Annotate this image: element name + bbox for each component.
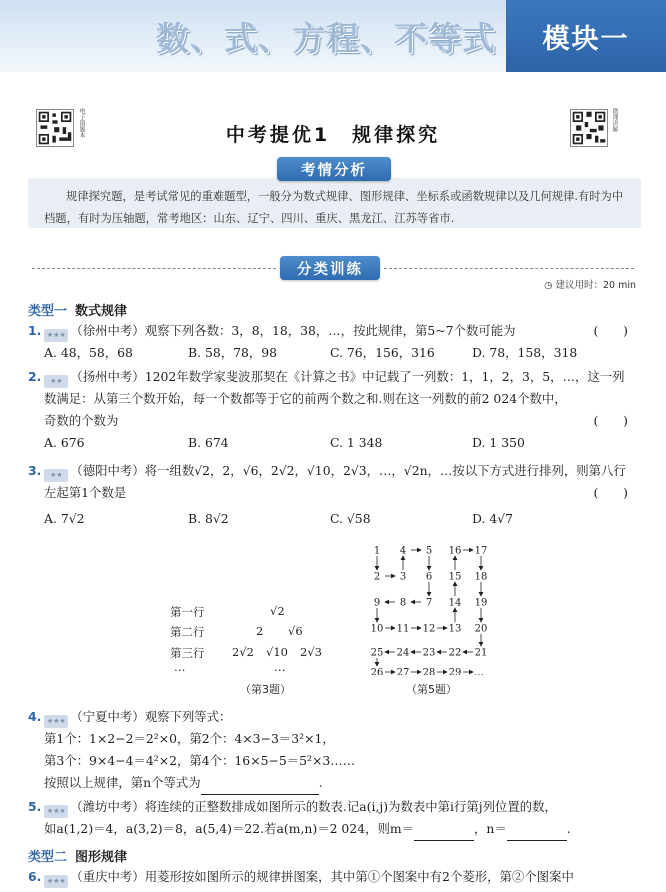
question-5 <box>28 796 648 841</box>
ellipsis: … <box>274 660 286 674</box>
table-number: 18 <box>474 571 488 583</box>
figure-q3 <box>170 600 370 680</box>
option-d[interactable]: D. 1 350 <box>472 435 525 450</box>
section-tag: 类型二 <box>28 850 68 865</box>
question-source: （德阳中考） <box>70 463 145 478</box>
question-number: 2. <box>28 369 42 384</box>
figure-number: √6 <box>288 624 303 638</box>
question-2 <box>28 366 648 454</box>
question-text: 观察下列等式： <box>144 709 232 724</box>
option-b[interactable]: B. 674 <box>188 435 229 450</box>
table-number: 25 <box>370 647 384 659</box>
question-text: 奇数的个数为 <box>44 413 119 428</box>
difficulty-badge: ★★★ <box>44 329 68 342</box>
figure-number: 2√2 <box>232 645 254 659</box>
answer-blank-n[interactable] <box>507 818 567 841</box>
table-number: 17 <box>474 545 488 557</box>
figure-caption: （第3题） <box>240 683 291 696</box>
answer-blank-m[interactable] <box>414 818 474 841</box>
question-text: 将一组数√2，2，√6，2√2，√10，2√3，…，√2n，…按以下方式进行排列，则第八行 <box>144 463 626 478</box>
difficulty-badge: ★★★ <box>44 715 68 728</box>
ellipsis: … <box>474 667 484 675</box>
question-source: （重庆中考） <box>70 869 145 884</box>
question-number: 6. <box>28 869 42 884</box>
figure-number: 2√3 <box>300 645 322 659</box>
time-note-text: 建议用时：20 min <box>555 280 636 291</box>
table-number: 24 <box>396 647 410 659</box>
table-number: 16 <box>448 545 462 557</box>
section-name: 数式规律 <box>75 304 128 319</box>
question-text: 数满足：从第三个数开始，每一个数都等于它的前两个数之和.则在这一列数的前2 024个数中， <box>44 391 567 406</box>
question-number: 3. <box>28 463 42 478</box>
question-text: 左起第1个数是 <box>44 485 127 500</box>
table-number: 14 <box>448 597 462 609</box>
table-number: 21 <box>474 647 488 659</box>
options <box>28 508 648 530</box>
question-source: （潍坊中考） <box>70 799 145 814</box>
table-number: 22 <box>448 647 462 659</box>
section-heading-2 <box>28 846 127 865</box>
row-label: 第一行 <box>170 605 205 619</box>
option-b[interactable]: B. 58，78，98 <box>188 345 278 360</box>
divider <box>32 268 276 269</box>
table-number: 6 <box>425 571 433 583</box>
answer-blank[interactable] <box>201 772 319 795</box>
option-a[interactable]: A. 48，58，68 <box>44 345 133 360</box>
table-number: 5 <box>425 545 433 557</box>
table-number: 28 <box>422 667 436 675</box>
ellipsis: … <box>174 660 186 674</box>
qr-left-label: 电子错题本 <box>78 108 85 138</box>
question-1 <box>28 320 648 364</box>
table-number: 29 <box>448 667 462 675</box>
figure-number: √2 <box>270 604 285 618</box>
training-heading: 分类训练 <box>280 256 380 280</box>
question-text: 1202年数学家斐波那契在《计算之书》中记载了一列数：1，1，2，3，5，…，这一列 <box>144 369 625 384</box>
clock-icon: ◷ <box>544 280 556 291</box>
table-number: 2 <box>373 571 381 583</box>
equation-line: 第1个：1×2−2＝2²×0，第2个：4×3−3＝3²×1， <box>44 731 335 746</box>
question-6 <box>28 866 648 888</box>
section-tag: 类型一 <box>28 304 68 319</box>
question-text: 按照以上规律，第n个等式为 <box>44 775 201 790</box>
figure-number: 2 <box>256 624 264 638</box>
difficulty-badge: ★★ <box>44 469 68 482</box>
option-a[interactable]: A. 7√2 <box>44 511 85 526</box>
options <box>28 342 648 364</box>
question-text: 观察下列各数：3，8，18，38，…，按此规律，第5~7个数可能为 <box>144 323 516 338</box>
analysis-heading: 考情分析 <box>277 157 391 181</box>
question-4: 4. ★★★ （宁夏中考）观察下列等式： 第1个：1×2−2＝2²×0，第2个：4×3−3＝3²×1， 第3个：9×4−4＝4²×2，第4个：16×5−5＝5²×3…… 按照以上规律，第n个等式为 . <box>28 706 648 795</box>
option-c[interactable]: C. 1 348 <box>330 435 383 450</box>
question-number: 4. <box>28 709 42 724</box>
option-c[interactable]: C. 76，156，316 <box>330 345 435 360</box>
figure-caption: （第5题） <box>406 683 457 696</box>
table-number: 11 <box>396 623 410 635</box>
divider <box>384 268 634 269</box>
chapter-title: 数、式、方程、不等式 <box>156 19 496 58</box>
question-source: （扬州中考） <box>70 369 145 384</box>
option-c[interactable]: C. √58 <box>330 511 371 526</box>
table-number: 20 <box>474 623 488 635</box>
question-text: 如a(1,2)＝4，a(3,2)＝8，a(5,4)＝22.若a(m,n)＝2 024，则m＝ <box>44 821 414 836</box>
option-d[interactable]: D. 4√7 <box>472 511 514 526</box>
table-number: 13 <box>448 623 462 635</box>
table-number: 1 <box>373 545 381 557</box>
difficulty-badge: ★★★ <box>44 805 68 818</box>
equation-line: 第3个：9×4−4＝4²×2，第4个：16×5−5＝5²×3…… <box>44 753 356 768</box>
figure-number: √10 <box>266 645 288 659</box>
page-title: 中考提优1 规律探究 <box>225 124 441 146</box>
table-number: 15 <box>448 571 462 583</box>
section-heading-1 <box>28 300 127 319</box>
table-number: 4 <box>399 545 407 557</box>
option-d[interactable]: D. 78，158，318 <box>472 345 578 360</box>
table-number: 3 <box>399 571 407 583</box>
question-text: 将连续的正整数排成如图所示的数表.记a(i,j)为数表中第i行第j列位置的数， <box>144 799 557 814</box>
module-tab: 模块一 <box>506 0 666 72</box>
question-text: 用菱形按如图所示的规律拼图案，其中第①个图案中有2个菱形，第②个图案中 <box>144 869 574 884</box>
table-number: 27 <box>396 667 410 675</box>
row-label: 第三行 <box>170 646 205 660</box>
difficulty-badge: ★★★ <box>44 875 68 888</box>
answer-paren: ( ) <box>593 485 628 500</box>
question-text: . <box>566 821 571 836</box>
question-text: ，n＝ <box>474 821 507 836</box>
table-number: 12 <box>422 623 436 635</box>
section-name: 图形规律 <box>75 850 128 865</box>
question-number: 5. <box>28 799 42 814</box>
time-note <box>544 277 636 291</box>
difficulty-badge: ★★ <box>44 375 68 388</box>
table-number: 10 <box>370 623 384 635</box>
question-number: 1. <box>28 323 42 338</box>
table-number: 8 <box>399 597 407 609</box>
options <box>28 432 648 454</box>
question-3 <box>28 460 648 530</box>
figure-q5 <box>365 540 495 675</box>
option-b[interactable]: B. 8√2 <box>188 511 229 526</box>
table-number: 23 <box>422 647 436 659</box>
analysis-text: 规律探究题，是考试常见的重难题型，一般分为数式规律、图形规律、坐标系或函数规律以及几何规律.有时为中档题，有时为压轴题，常考地区：山东、辽宁、四川、重庆、黑龙江、江苏等省市. <box>44 190 624 225</box>
table-number: 7 <box>425 597 433 609</box>
answer-paren: ( ) <box>593 413 628 428</box>
row-label: 第二行 <box>170 625 205 639</box>
table-number: 26 <box>370 667 384 675</box>
table-number: 19 <box>474 597 488 609</box>
question-source: （宁夏中考） <box>70 709 145 724</box>
option-a[interactable]: A. 676 <box>44 435 85 450</box>
table-number: 9 <box>373 597 381 609</box>
qr-right-label: 微课讲解 <box>611 108 618 132</box>
answer-paren: ( ) <box>593 323 628 338</box>
question-source: （徐州中考） <box>70 323 145 338</box>
